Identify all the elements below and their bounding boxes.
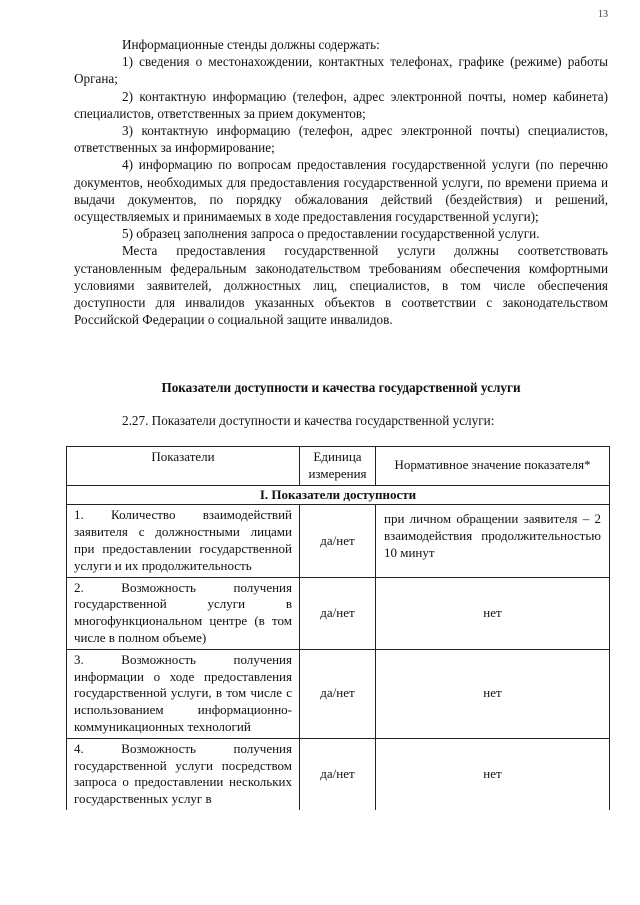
- value-cell: нет: [376, 649, 610, 738]
- body-text: [74, 36, 608, 328]
- section-title: I. Показатели доступности: [67, 485, 610, 505]
- table-section-row: [67, 485, 610, 505]
- unit-cell: да/нет: [300, 577, 376, 649]
- table-header-row: [67, 447, 610, 486]
- unit-cell: да/нет: [300, 649, 376, 738]
- value-cell: при личном обращении заявителя – 2 взаимодействия продолжительностью 10 минут: [376, 505, 610, 577]
- section-heading: Показатели доступности и качества государственной услуги: [161, 380, 521, 395]
- unit-cell: да/нет: [300, 738, 376, 810]
- table-row: [67, 649, 610, 738]
- subheading: 2.27. Показатели доступности и качества государственной услуги:: [122, 413, 495, 428]
- paragraph: 3) контактную информацию (телефон, адрес электронной почты) специалистов, ответственных за информирование;: [74, 123, 608, 156]
- paragraph: Информационные стенды должны содержать:: [122, 37, 380, 52]
- paragraph: 2) контактную информацию (телефон, адрес электронной почты, номер кабинета) специалистов, ответственных за прием документов;: [74, 88, 608, 121]
- indicator-cell: 2. Возможность получения государственной услуги в многофункциональном центре (в том числе в полном объеме): [67, 577, 300, 649]
- value-cell: нет: [376, 738, 610, 810]
- paragraph: 1) сведения о местонахождении, контактных телефонах, графике (режиме) работы Органа;: [74, 54, 608, 87]
- header-norm: Нормативное значение показателя*: [376, 447, 610, 486]
- paragraph: 5) образец заполнения запроса о предоставлении государственной услуги.: [122, 226, 540, 242]
- indicator-cell: 1. Количество взаимодействий заявителя с должностными лицами при предоставлении государственной услуги и их продолжительность: [67, 505, 300, 577]
- indicators-table: [66, 446, 610, 810]
- value-cell: нет: [376, 577, 610, 649]
- page-number: 13: [598, 9, 608, 20]
- table-row: [67, 738, 610, 810]
- paragraph: 4) информацию по вопросам предоставления государственной услуги (по перечню документов, необходимых для предоставления государственной услуги, по времени приема и выдачи документов, по порядку обжалования действий (бездействия) и решений, осуществляемых и принимаемых в ходе предоставления государственной услуги);: [74, 157, 608, 225]
- header-indicators: Показатели: [67, 447, 300, 486]
- unit-cell: да/нет: [300, 505, 376, 577]
- header-unit: Единица измерения: [300, 447, 376, 486]
- indicator-cell: 3. Возможность получения информации о ходе предоставления государственной услуги, в том числе с использованием информационно-коммуникационных технологий: [67, 649, 300, 738]
- table-row: [67, 505, 610, 577]
- paragraph: Места предоставления государственной услуги должны соответствовать установленным федеральным законодательством требованиям обеспечения комфортными условиями заявителей, должностных лиц, специалистов, в том числе обеспечения доступности для инвалидов указанных объектов в соответствии с законодательством Российской Федерации о социальной защите инвалидов.: [74, 243, 608, 328]
- indicator-cell: 4. Возможность получения государственной услуги посредством запроса о предоставлении нескольких государственных услуг в: [67, 738, 300, 810]
- table-row: [67, 577, 610, 649]
